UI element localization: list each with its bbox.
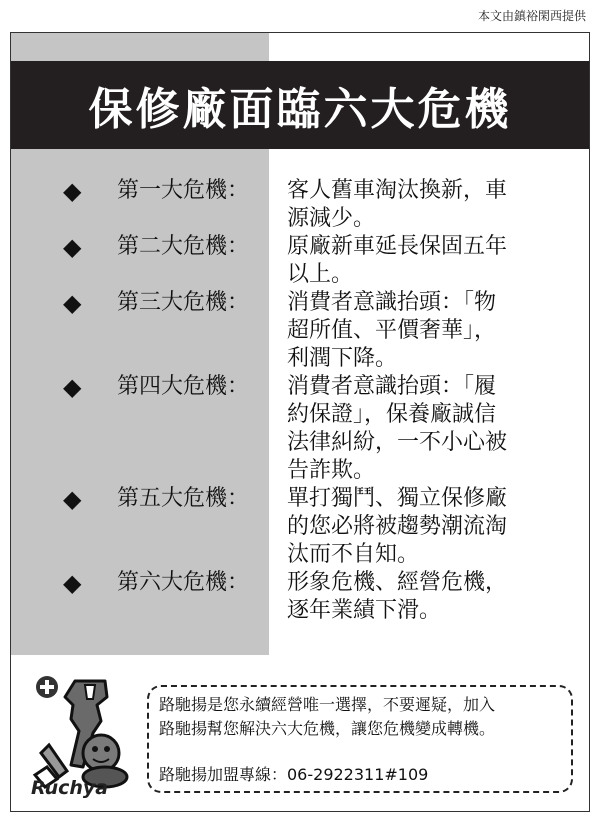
crisis-description-line: 汰而不自知。 <box>287 542 420 567</box>
message-line-2: 路馳揚幫您解決六大危機，讓您危機變成轉機。 <box>159 719 496 738</box>
crisis-description-line: 利潤下降。 <box>287 346 398 371</box>
crisis-description-line: 超所值、平價奢華」， <box>287 318 497 343</box>
credit-note: 本文由鎮裕閑西提供 <box>477 9 586 23</box>
page-title: 保修廠面臨六大危機 <box>88 84 512 135</box>
crisis-description <box>287 233 547 289</box>
diamond-bullet-icon: ◆ <box>63 485 82 513</box>
crisis-description-line: 單打獨鬥、獨立保修廠 <box>287 486 508 511</box>
crisis-description-line: 法律糾紛，一不小心被 <box>287 430 508 455</box>
crisis-description-line: 消費者意識抬頭：「物 <box>287 290 497 315</box>
join-message-box <box>147 685 573 793</box>
crisis-description <box>287 373 547 485</box>
title-bar <box>11 61 589 149</box>
footer-section <box>11 655 589 812</box>
crisis-description-line: 逐年業績下滑。 <box>287 598 442 623</box>
crisis-description-line: 原廠新車延長保固五年 <box>287 234 508 259</box>
crisis-description <box>287 177 547 233</box>
crisis-label: 第四大危機： <box>117 374 250 399</box>
diamond-bullet-icon: ◆ <box>63 373 82 401</box>
diamond-bullet-icon: ◆ <box>63 289 82 317</box>
crisis-label: 第六大危機： <box>117 570 250 595</box>
crisis-label: 第五大危機： <box>117 486 250 511</box>
crisis-description-line: 客人舊車淘汰換新，車 <box>287 178 508 203</box>
brand-name: Ruchya <box>31 777 109 799</box>
crisis-label: 第二大危機： <box>117 234 250 259</box>
crisis-label: 第三大危機： <box>117 290 250 315</box>
poster-frame <box>10 32 590 812</box>
crisis-description-line: 以上。 <box>287 262 354 287</box>
crisis-description-line: 約保證」，保養廠誠信 <box>287 402 497 427</box>
diamond-bullet-icon: ◆ <box>63 177 82 205</box>
hotline-text: 路馳揚加盟專線：06-2922311#109 <box>159 765 429 784</box>
crisis-description-line: 形象危機、經營危機， <box>287 570 508 595</box>
crisis-label: 第一大危機： <box>117 178 250 203</box>
crisis-description <box>287 485 547 569</box>
brand-logo <box>27 675 137 803</box>
crisis-description-line: 源減少。 <box>287 206 376 231</box>
crisis-description <box>287 289 547 373</box>
crisis-description-line: 消費者意識抬頭：「履 <box>287 374 497 399</box>
crisis-description-line: 告詐欺。 <box>287 458 376 483</box>
crisis-description-line: 的您必將被趨勢潮流淘 <box>287 514 508 539</box>
diamond-bullet-icon: ◆ <box>63 233 82 261</box>
crisis-description <box>287 569 547 625</box>
diamond-bullet-icon: ◆ <box>63 569 82 597</box>
message-line-1: 路馳揚是您永續經營唯一選擇，不要遲疑，加入 <box>159 695 496 714</box>
